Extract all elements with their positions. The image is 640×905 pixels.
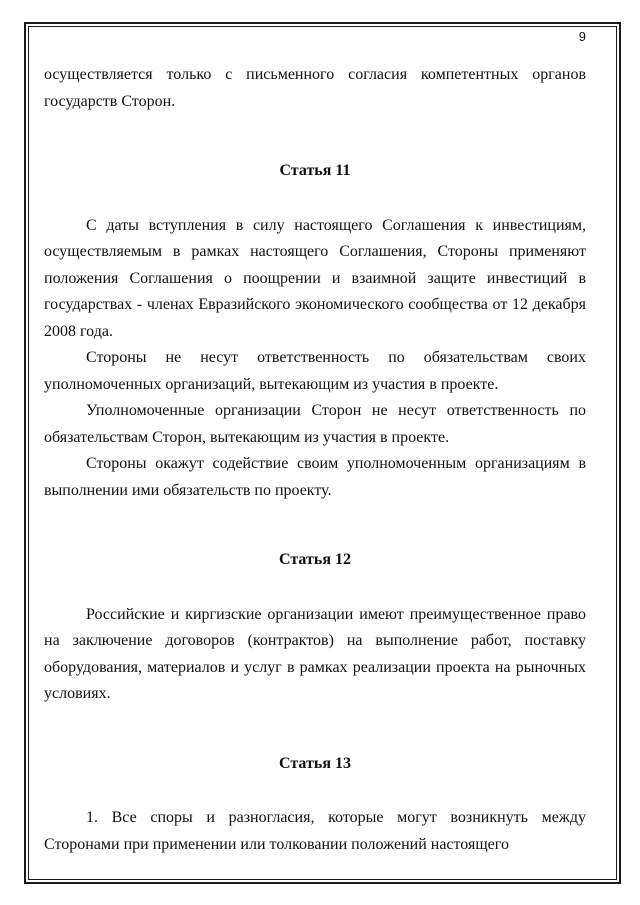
document-body xyxy=(44,62,586,858)
article-13-paragraph-1: 1. Все споры и разногласия, которые могут возникнуть между Сторонами при применении или толковании положений настоящего xyxy=(44,809,586,853)
article-11-paragraph-4: Стороны окажут содействие своим уполномоченным организациям в выполнении ими обязательств по проекту. xyxy=(44,455,586,499)
article-11-paragraph-1: С даты вступления в силу настоящего Соглашения к инвестициям, осуществляемым в рамках настоящего Соглашения, Стороны применяют положения Соглашения о поощрении и взаимной защите инвестиций в государствах - членах Евразийского экономического сообщества от 12 декабря 2008 года. xyxy=(44,216,586,340)
article-12-paragraph-1: Российские и киргизские организации имеют преимущественное право на заключение договоров (контрактов) на выполнение работ, поставку оборудования, материалов и услуг в рамках реализации проекта на рыночных условиях. xyxy=(44,605,586,702)
spacer xyxy=(44,708,586,751)
page-number: 9 xyxy=(578,29,586,44)
article-13-heading: Статья 13 xyxy=(279,754,351,772)
article-11-heading: Статья 11 xyxy=(279,162,351,179)
article-11-paragraph-2: Стороны не несут ответственность по обязательствам своих уполномоченных организаций, вытекающим из участия в проекте. xyxy=(44,349,586,393)
spacer xyxy=(44,777,586,805)
continuation-paragraph: осуществляется только с письменного согласия компетентных органов государств Сторон. xyxy=(44,66,586,110)
article-12-heading: Статья 12 xyxy=(279,551,351,568)
spacer xyxy=(44,115,586,158)
spacer xyxy=(44,504,586,547)
spacer xyxy=(44,574,586,602)
article-11-paragraph-3: Уполномоченные организации Сторон не несут ответственность по обязательствам Сторон, вытекающим из участия в проекте. xyxy=(44,402,586,446)
spacer xyxy=(44,185,586,213)
